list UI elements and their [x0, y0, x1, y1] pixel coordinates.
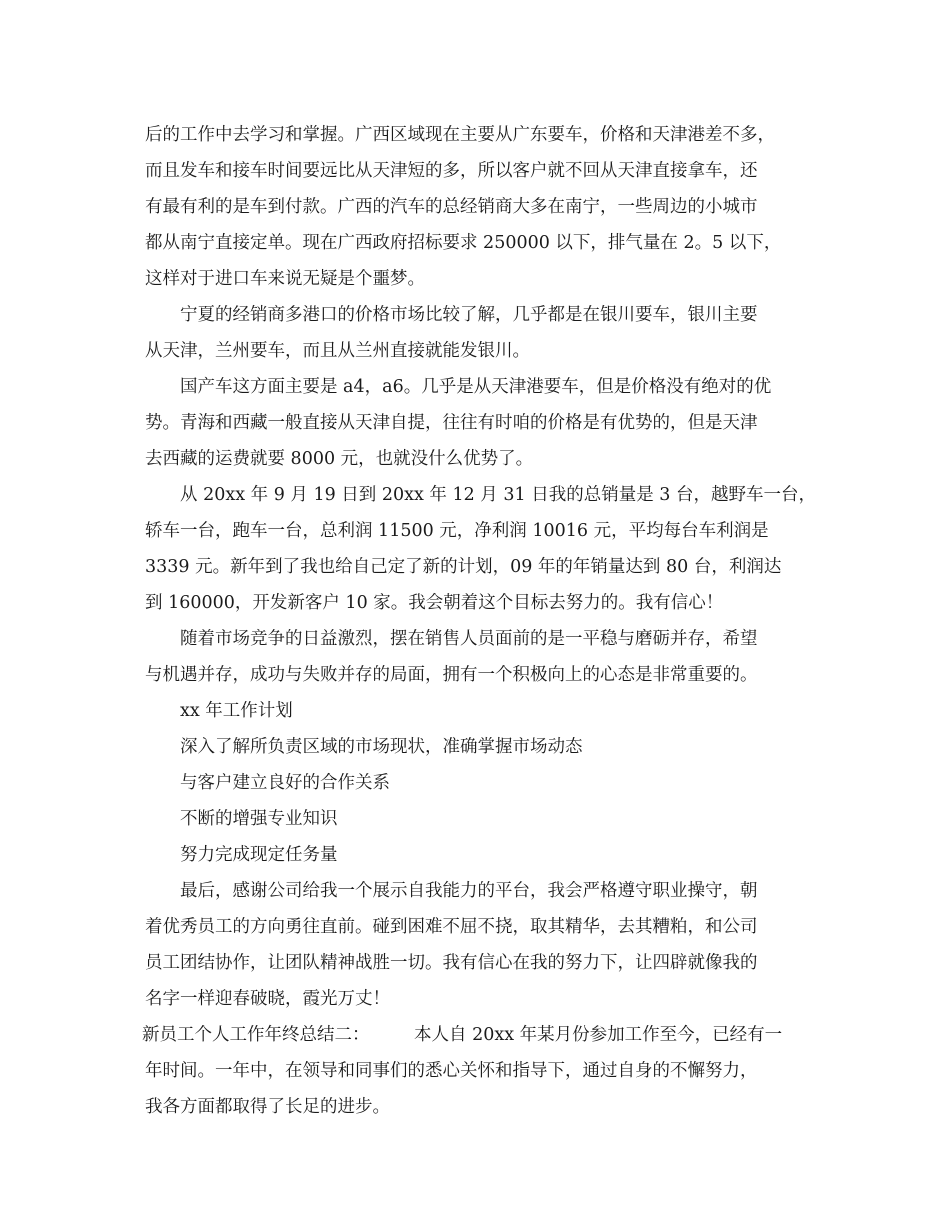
text-line: 从天津，兰州要车，而且从兰州直接就能发银川。	[145, 341, 530, 361]
text-line: 这样对于进口车来说无疑是个噩梦。	[145, 269, 425, 289]
text-line: 着优秀员工的方向勇往直前。碰到困难不屈不挠，取其精华，去其糟粕，和公司	[145, 917, 758, 937]
text-line: 不断的增强专业知识	[180, 809, 338, 829]
text-line: 随着市场竞争的日益激烈，摆在销售人员面前的是一平稳与磨砺并存，希望	[180, 629, 758, 649]
text-line: 新员工个人工作年终总结二： 本人自 20xx 年某月份参加工作至今，已经有一	[142, 1025, 783, 1045]
text-line: 与客户建立良好的合作关系	[180, 773, 390, 793]
text-line: 年时间。一年中，在领导和同事们的悉心关怀和指导下，通过自身的不懈努力，	[145, 1061, 758, 1081]
text-line: 到 160000，开发新客户 10 家。我会朝着这个目标去努力的。我有信心！	[145, 593, 724, 613]
text-line: 与机遇并存，成功与失败并存的局面，拥有一个积极向上的心态是非常重要的。	[145, 665, 758, 685]
text-line: 而且发车和接车时间要远比从天津短的多，所以客户就不回从天津直接拿车，还	[145, 161, 758, 181]
text-line: 深入了解所负责区域的市场现状，准确掌握市场动态	[180, 737, 583, 757]
text-line: 努力完成现定任务量	[180, 845, 338, 865]
text-line: 国产车这方面主要是 a4，a6。几乎是从天津港要车，但是价格没有绝对的优	[180, 377, 772, 397]
text-line: 去西藏的运费就要 8000 元，也就没什么优势了。	[145, 449, 534, 469]
text-line: xx 年工作计划	[180, 701, 293, 721]
text-line: 后的工作中去学习和掌握。广西区域现在主要从广东要车，价格和天津港差不多，	[145, 125, 775, 145]
text-line: 我各方面都取得了长足的进步。	[145, 1097, 390, 1117]
text-line: 名字一样迎春破晓，霞光万丈！	[145, 989, 390, 1009]
text-line: 轿车一台，跑车一台，总利润 11500 元，净利润 10016 元，平均每台车利润是	[145, 521, 769, 541]
text-line: 员工团结协作，让团队精神战胜一切。我有信心在我的努力下，让四辟就像我的	[145, 953, 758, 973]
document-body	[142, 117, 816, 1125]
text-line: 最后，感谢公司给我一个展示自我能力的平台，我会严格遵守职业操守，朝	[180, 881, 758, 901]
text-line: 从 20xx 年 9 月 19 日到 20xx 年 12 月 31 日我的总销量是 3 台，越野车一台，	[180, 485, 816, 505]
text-line: 势。青海和西藏一般直接从天津自提，往往有时咱的价格是有优势的，但是天津	[145, 413, 758, 433]
text-line: 3339 元。新年到了我也给自己定了新的计划，09 年的年销量达到 80 台，利润达	[145, 557, 782, 577]
text-line: 都从南宁直接定单。现在广西政府招标要求 250000 以下，排气量在 2。5 以下，	[145, 233, 782, 253]
text-line: 有最有利的是车到付款。广西的汽车的总经销商大多在南宁，一些周边的小城市	[145, 197, 758, 217]
text-line: 宁夏的经销商多港口的价格市场比较了解，几乎都是在银川要车，银川主要	[180, 305, 758, 325]
